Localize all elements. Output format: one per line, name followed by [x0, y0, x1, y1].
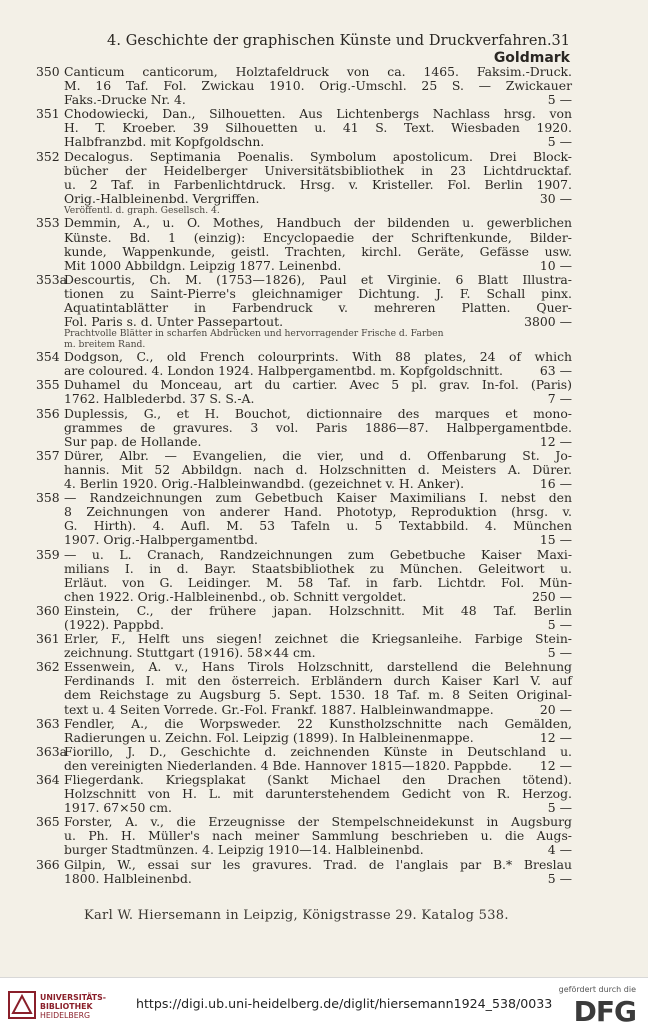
- entry-line: [64, 618, 572, 632]
- entry-number: 354: [36, 349, 60, 365]
- entry-note: m. breitem Rand.: [64, 338, 146, 350]
- entry-text: Canticum canticorum, Holztafeldruck von ca. 1465. Faksim.-Druck.: [64, 64, 572, 79]
- entry-text: den vereinigten Niederlanden. 4 Bde. Hannover 1815—1820. Pappbde.: [64, 757, 512, 773]
- entry-text: Decalogus. Septimania Poenalis. Symbolum apostolicum. Drei Block-: [64, 148, 572, 164]
- entry-line: [36, 858, 572, 872]
- funding-label: gefördert durch die: [558, 985, 636, 994]
- entry-number: 365: [36, 814, 60, 830]
- entry-text: — Randzeichnungen zum Gebetbuch Kaiser Maximilians I. nebst den: [64, 490, 572, 506]
- entry-line: [64, 135, 572, 149]
- entry-price: 5 —: [547, 870, 572, 886]
- entry-text: — u. L. Cranach, Randzeichnungen zum Gebetbuche Kaiser Maxi-: [64, 546, 572, 562]
- entry-price: 12 —: [539, 729, 572, 745]
- entry-line: [36, 407, 572, 421]
- viewer-footer-bar: [0, 977, 648, 1031]
- catalog-entry: [36, 773, 572, 815]
- entry-note: Veröffentl. d. graph. Gesellsch. 4.: [64, 204, 220, 216]
- entry-text: Halbfranzbd. mit Kopfgoldschn.: [64, 134, 265, 150]
- entry-line: [64, 79, 572, 93]
- entry-number: 353a: [36, 271, 68, 287]
- entry-text: G. Hirth). 4. Aufl. M. 53 Tafeln u. 5 Textabbild. 4. München: [64, 518, 572, 534]
- entry-line: [36, 632, 572, 646]
- entry-line: [36, 660, 572, 674]
- entry-text: Fendler, A., die Worpsweder. 22 Kunstholzschnitte nach Gemälden,: [64, 715, 572, 731]
- catalog-entry: [36, 65, 572, 107]
- entry-price: 12 —: [539, 433, 572, 449]
- entry-line: [36, 216, 572, 230]
- entry-line: [64, 421, 572, 435]
- entry-number: 362: [36, 659, 60, 675]
- entry-line: [64, 93, 572, 107]
- entry-text: Dodgson, C., old French colourprints. With 88 plates, 24 of which: [64, 349, 572, 365]
- catalog-entry: [36, 378, 572, 406]
- entry-number: 353: [36, 215, 60, 231]
- entry-text: Chodowiecki, Dan., Silhouetten. Aus Lichtenbergs Nachlass hrsg. von: [64, 106, 572, 122]
- entry-text: Fol. Paris s. d. Unter Passepartout.: [64, 314, 284, 330]
- entry-line: [36, 604, 572, 618]
- entry-price: 5 —: [547, 92, 572, 108]
- entry-text: dem Reichstage zu Augsburg 5. Sept. 1530. 18 Taf. m. 8 Seiten Original-: [64, 687, 572, 703]
- entry-line: [36, 491, 572, 505]
- entry-line: [64, 505, 572, 519]
- catalog-entry: [36, 407, 572, 449]
- entry-text: 1762. Halblederbd. 37 S. S.-A.: [64, 391, 255, 407]
- entry-text: 1800. Halbleinenbd.: [64, 870, 192, 886]
- entry-number: 360: [36, 602, 60, 618]
- entry-text: 4. Berlin 1920. Orig.-Halbleinwandbd. (gezeichnet v. H. Anker).: [64, 476, 465, 492]
- entry-text: Orig.-Halbleinenbd. Vergriffen.: [64, 190, 260, 206]
- entry-line: [64, 477, 572, 491]
- page-number: 31: [551, 33, 570, 49]
- entry-text: M. 16 Taf. Fol. Zwickau 1910. Orig.-Umschl. 25 S. — Zwickauer: [64, 78, 572, 94]
- entry-line: [36, 378, 572, 392]
- entry-number: 366: [36, 856, 60, 872]
- entry-price: 7 —: [547, 391, 572, 407]
- entry-text: hannis. Mit 52 Abbildgn. nach d. Holzschnitten d. Meisters A. Dürer.: [64, 461, 572, 477]
- entry-line: [64, 301, 572, 315]
- catalog-entry: [36, 150, 572, 206]
- entry-text: Forster, A. v., die Erzeugnisse der Stempelschneidekunst in Augsburg: [64, 814, 572, 830]
- entry-line: [36, 548, 572, 562]
- entry-line: [64, 121, 572, 135]
- entry-text: 8 Zeichnungen von anderer Hand. Phototyp, Reproduktion (hrsg. v.: [64, 504, 572, 520]
- entry-number: 356: [36, 405, 60, 421]
- entry-text: are coloured. 4. London 1924. Halbpergamentbd. m. Kopfgoldschnitt.: [64, 363, 503, 379]
- entry-line: [36, 449, 572, 463]
- entry-text: milians I. in d. Bayr. Staatsbibliothek zu München. Geleitwort u.: [64, 560, 572, 576]
- catalog-entry: [36, 604, 572, 632]
- entry-line: [64, 731, 572, 745]
- entry-price: 16 —: [539, 476, 572, 492]
- entry-text: kunde, Wappenkunde, geistl. Trachten, kirchl. Geräte, Gefässe usw.: [64, 243, 572, 259]
- entry-line: [64, 576, 572, 590]
- entry-line: [64, 801, 572, 815]
- entry-text: Mit 1000 Abbildgn. Leipzig 1877. Leinenbd.: [64, 257, 342, 273]
- entry-price: 5 —: [547, 800, 572, 816]
- entry-line: [36, 745, 572, 759]
- entry-line: [64, 533, 572, 547]
- entry-text: text u. 4 Seiten Vorrede. Gr.-Fol. Frankf. 1887. Halbleinwandmappe.: [64, 701, 494, 717]
- entry-line: [36, 815, 572, 829]
- entry-line: [64, 674, 572, 688]
- entry-line: [36, 65, 572, 79]
- catalog-entry: [36, 273, 572, 329]
- entry-text: Dürer, Albr. — Evangelien, die vier, und d. Offenbarung St. Jo-: [64, 447, 572, 463]
- entry-price: 3800 —: [524, 314, 572, 330]
- dfg-logo[interactable]: DFG: [573, 995, 636, 1028]
- entry-number: 361: [36, 631, 60, 647]
- entry-price: 20 —: [539, 701, 572, 717]
- entry-text: chen 1922. Orig.-Halbleinenbd., ob. Schnitt vergoldet.: [64, 588, 407, 604]
- entry-text: u. Ph. H. Müller's nach meiner Sammlung beschrieben u. die Augs-: [64, 828, 572, 844]
- entry-text: 1907. Orig.-Halbpergamentbd.: [64, 532, 258, 548]
- entry-line: [36, 717, 572, 731]
- entry-text: Duhamel du Monceau, art du cartier. Avec 5 pl. grav. In-fol. (Paris): [64, 377, 572, 393]
- entry-number: 355: [36, 377, 60, 393]
- entry-line: [64, 590, 572, 604]
- entry-price: 5 —: [547, 134, 572, 150]
- catalog-entry: [36, 548, 572, 604]
- entry-number: 359: [36, 546, 60, 562]
- entry-line: [64, 688, 572, 702]
- catalog-entry: [36, 632, 572, 660]
- entry-text: Sur pap. de Hollande.: [64, 433, 202, 449]
- entry-line: [64, 392, 572, 406]
- entry-text: Demmin, A., u. O. Mothes, Handbuch der bildenden u. gewerblichen: [64, 215, 572, 231]
- entry-text: bücher der Heidelberger Universitätsbibliothek in 23 Lichtdrucktaf.: [64, 162, 572, 178]
- entry-price: 250 —: [532, 588, 572, 604]
- publisher-footer: Karl W. Hiersemann in Leipzig, Königstrasse 29. Katalog 538.: [84, 908, 509, 923]
- catalog-entry: [36, 216, 572, 272]
- catalog-entry: [36, 449, 572, 491]
- entry-line: [64, 364, 572, 378]
- entry-text: Fiorillo, J. D., Geschichte d. zeichnenden Künste in Deutschland u.: [64, 743, 572, 759]
- entry-text: Essenwein, A. v., Hans Tirols Holzschnitt, darstellend die Belehnung: [64, 659, 572, 675]
- entry-text: Gilpin, W., essai sur les gravures. Trad. de l'anglais par B.* Breslau: [64, 856, 572, 872]
- catalog-entry: [36, 745, 572, 773]
- permalink-url[interactable]: https://digi.ub.uni-heidelberg.de/diglit/hiersemann1924_538/0033: [136, 996, 553, 1011]
- entry-line: [64, 519, 572, 533]
- catalog-entry: [36, 815, 572, 857]
- entry-line: [64, 315, 572, 329]
- entry-line: [36, 273, 572, 287]
- currency-heading: Goldmark: [493, 50, 570, 66]
- entry-number: 350: [36, 64, 60, 79]
- entry-text: burger Stadtmünzen. 4. Leipzig 1910—14. Halbleinenbd.: [64, 842, 424, 858]
- entry-number: 363: [36, 715, 60, 731]
- entry-number: 357: [36, 447, 60, 463]
- entry-text: Ferdinands I. mit den österreich. Erbländern durch Kaiser Karl V. auf: [64, 673, 572, 689]
- entry-line: [64, 787, 572, 801]
- catalog-entries: [36, 65, 572, 886]
- entry-text: H. T. Kroeber. 39 Silhouetten u. 41 S. Text. Wiesbaden 1920.: [64, 120, 572, 136]
- entry-text: Descourtis, Ch. M. (1753—1826), Paul et Virginie. 6 Blatt Illustra-: [64, 271, 572, 287]
- catalog-entry: [36, 350, 572, 378]
- entry-text: Einstein, C., der frühere japan. Holzschnitt. Mit 48 Taf. Berlin: [64, 602, 572, 618]
- entry-text: Radierungen u. Zeichn. Fol. Leipzig (1899). In Halbleinenmappe.: [64, 729, 474, 745]
- catalog-entry: [36, 107, 572, 149]
- entry-text: 1917. 67×50 cm.: [64, 800, 172, 816]
- entry-number: 358: [36, 490, 60, 506]
- entry-line: [64, 759, 572, 773]
- entry-text: Erläut. von G. Leidinger. M. 58 Taf. in farb. Lichtdr. Fol. Mün-: [64, 574, 572, 590]
- entry-line: [64, 178, 572, 192]
- entry-text: Künste. Bd. 1 (einzig): Encyclopaedie der Schriftenkunde, Bilder-: [64, 229, 572, 245]
- entry-number: 351: [36, 106, 60, 122]
- entry-price: 5 —: [547, 645, 572, 661]
- entry-text: u. 2 Taf. in Farbenlichtdruck. Hrsg. v. Kristeller. Fol. Berlin 1907.: [64, 176, 572, 192]
- entry-line: [64, 703, 572, 717]
- entry-line: [64, 259, 572, 273]
- entry-text: Duplessis, G., et H. Bouchot, dictionnaire des marques et mono-: [64, 405, 572, 421]
- entry-text: Faks.-Drucke Nr. 4.: [64, 92, 186, 108]
- entry-text: Erler, F., Helft uns siegen! zeichnet die Kriegsanleihe. Farbige Stein-: [64, 631, 572, 647]
- entry-line: [64, 245, 572, 259]
- entry-text: Aquatintablätter in Farbendruck v. mehreren Platten. Quer-: [64, 300, 572, 315]
- entry-price: 10 —: [539, 257, 572, 273]
- entry-line: [64, 192, 572, 206]
- entry-line: [36, 350, 572, 364]
- entry-line: [64, 872, 572, 886]
- entry-text: Fliegerdank. Kriegsplakat (Sankt Michael den Drachen tötend).: [64, 772, 572, 787]
- entry-line: [36, 773, 572, 787]
- entry-text: grammes de gravures. 3 vol. Paris 1886—87. Halbpergamentbde.: [64, 419, 572, 435]
- entry-text: Holzschnitt von H. L. mit darunterstehendem Gedicht von R. Herzog.: [64, 786, 572, 802]
- entry-line: [64, 829, 572, 843]
- entry-line: [64, 463, 572, 477]
- entry-number: 364: [36, 772, 60, 787]
- entry-line: [64, 287, 572, 301]
- entry-text: zeichnung. Stuttgart (1916). 58×44 cm.: [64, 645, 316, 661]
- entry-number: 352: [36, 148, 60, 164]
- library-logo-text[interactable]: UNIVERSITÄTS- BIBLIOTHEK HEIDELBERG: [40, 993, 106, 1020]
- entry-line: [64, 231, 572, 245]
- entry-line: [64, 435, 572, 449]
- entry-price: 4 —: [547, 842, 572, 858]
- catalog-entry: [36, 491, 572, 547]
- entry-line: [64, 562, 572, 576]
- entry-price: 15 —: [539, 532, 572, 548]
- entry-text: (1922). Pappbd.: [64, 616, 164, 632]
- university-seal-icon: [8, 991, 36, 1019]
- entry-price: 63 —: [539, 363, 572, 379]
- entry-price: 12 —: [539, 757, 572, 773]
- catalog-entry: [36, 660, 572, 716]
- entry-line: [36, 107, 572, 121]
- page-header-title: 4. Geschichte der graphischen Künste und Druckverfahren.: [107, 33, 552, 49]
- catalog-entry: [36, 858, 572, 886]
- entry-text: tionen zu Saint-Pierre's gleichnamiger Dichtung. J. F. Schall pinx.: [64, 285, 572, 301]
- entry-note: Prachtvolle Blätter in scharfen Abdrücken und hervorragender Frische d. Farben: [64, 328, 444, 340]
- catalog-entry: [36, 717, 572, 745]
- entry-number: 363a: [36, 743, 68, 759]
- entry-line: [64, 164, 572, 178]
- entry-line: [64, 646, 572, 660]
- entry-line: [64, 843, 572, 857]
- entry-price: 30 —: [539, 190, 572, 206]
- entry-line: [36, 150, 572, 164]
- entry-price: 5 —: [547, 616, 572, 632]
